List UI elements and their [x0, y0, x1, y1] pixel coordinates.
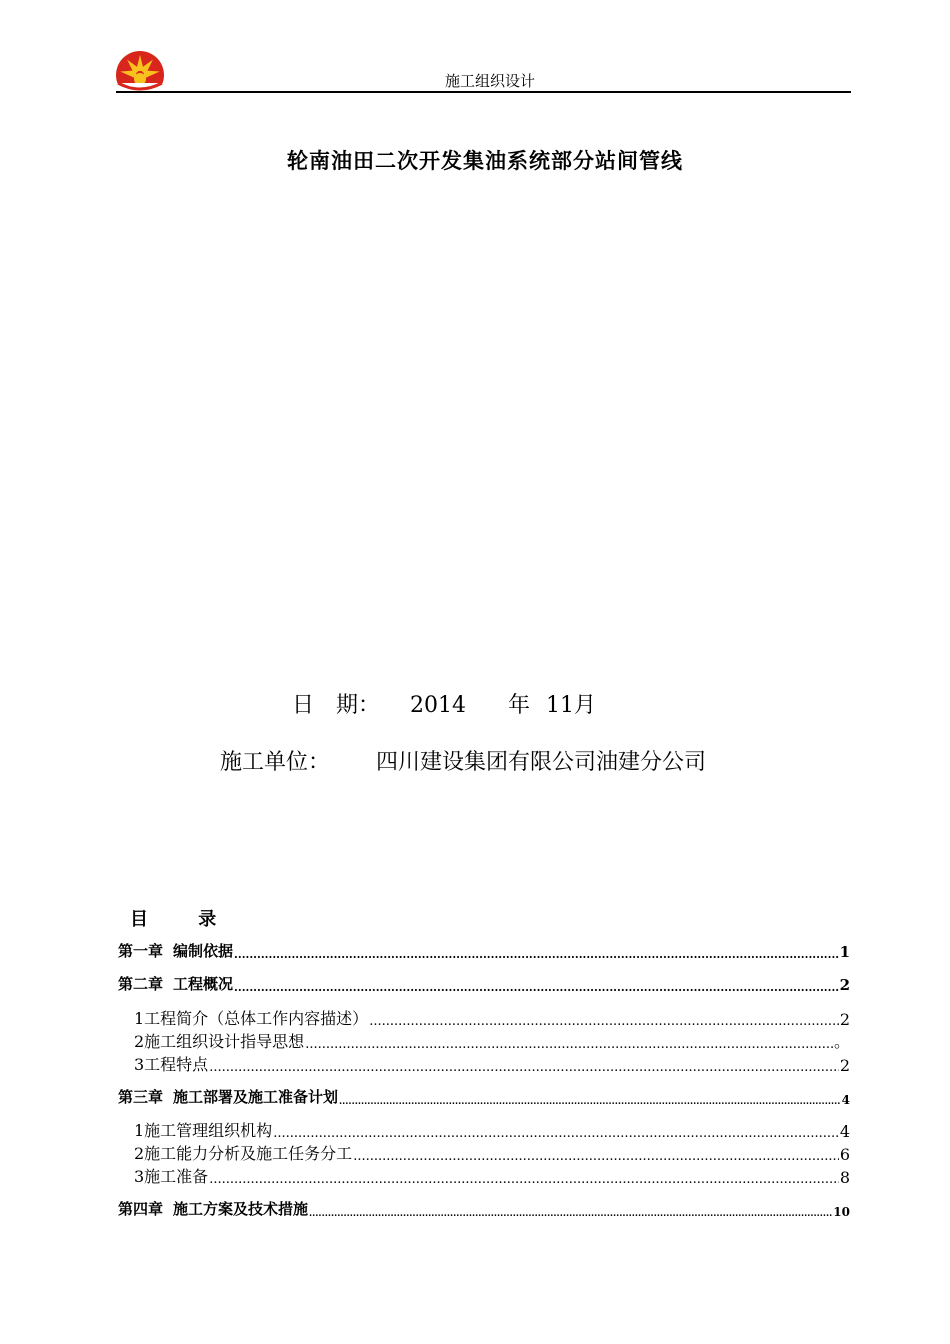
toc-entry-title: 2施工能力分析及施工任务分工 — [134, 1144, 353, 1163]
toc-entry-title: 1工程简介（总体工作内容描述） — [134, 1009, 369, 1028]
toc-leader-dots — [339, 1097, 841, 1107]
toc-entry-section[interactable] — [134, 1052, 850, 1075]
toc-page-number: 2 — [839, 1056, 850, 1075]
unit-row — [220, 745, 706, 776]
toc-entry-title: 2施工组织设计指导思想 — [134, 1032, 305, 1051]
toc-chapter-number: 第一章 — [118, 942, 164, 960]
toc-entry-section[interactable] — [134, 1006, 850, 1029]
toc-leader-dots — [353, 1149, 839, 1164]
toc-chapter-number: 第三章 — [118, 1088, 164, 1106]
document-title: 轮南油田二次开发集油系统部分站间管线 — [287, 149, 683, 173]
toc-page-number: 8 — [839, 1168, 850, 1187]
toc-entry-title: 3工程特点 — [134, 1055, 209, 1074]
toc-entry-title: 施工方案及技术措施 — [173, 1200, 309, 1218]
toc-title-right: 录 — [198, 909, 217, 930]
toc-entry-chapter-3[interactable] — [118, 1086, 850, 1107]
toc-leader-dots — [305, 1037, 833, 1052]
unit-value: 四川建设集团有限公司油建分公司 — [376, 750, 707, 775]
toc-entry-chapter-1[interactable] — [118, 940, 850, 961]
header-rule — [116, 91, 851, 93]
toc-entry-section[interactable] — [134, 1164, 850, 1187]
toc-entry-chapter-2[interactable] — [118, 973, 850, 994]
toc-page-number: 6 — [839, 1145, 850, 1164]
toc-entry-title: 施工部署及施工准备计划 — [173, 1088, 339, 1106]
toc-entry-section[interactable] — [134, 1118, 850, 1141]
toc-entry-title: 编制依据 — [173, 942, 234, 960]
toc-entry-chapter-4[interactable] — [118, 1198, 850, 1219]
toc-entry-title: 3施工准备 — [134, 1167, 209, 1186]
toc-title-left: 目 — [130, 909, 148, 930]
unit-label: 施工单位： — [220, 750, 331, 775]
toc-title — [130, 905, 216, 931]
toc-leader-dots — [234, 948, 839, 961]
toc-page-number: 4 — [839, 1122, 850, 1141]
toc-entry-section[interactable] — [134, 1029, 850, 1052]
date-label: 日 期： — [292, 693, 381, 718]
toc-chapter-number: 第二章 — [118, 975, 164, 993]
date-year-unit: 年 — [508, 693, 531, 718]
toc-page-number: 1 — [839, 943, 850, 961]
date-month: 11月 — [546, 693, 597, 718]
toc-leader-dots — [273, 1126, 839, 1141]
toc-leader-dots — [369, 1014, 839, 1029]
toc-page-number: 10 — [833, 1205, 850, 1219]
toc-page-number: 2 — [839, 976, 850, 994]
toc-chapter-number: 第四章 — [118, 1200, 164, 1218]
toc-leader-dots — [209, 1060, 839, 1075]
toc-page-number: 。 — [833, 1032, 850, 1051]
date-row — [292, 688, 596, 719]
date-year: 2014 — [410, 693, 467, 718]
toc-entry-title: 1施工管理组织机构 — [134, 1121, 273, 1140]
toc-leader-dots — [209, 1172, 839, 1187]
toc-entry-title: 工程概况 — [173, 975, 234, 993]
toc-page-number: 2 — [839, 1010, 850, 1029]
toc-entry-section[interactable] — [134, 1141, 850, 1164]
toc-page-number: 4 — [841, 1093, 850, 1107]
toc-leader-dots — [234, 981, 839, 994]
toc-leader-dots — [309, 1209, 832, 1219]
header-text: 施工组织设计 — [444, 72, 535, 90]
